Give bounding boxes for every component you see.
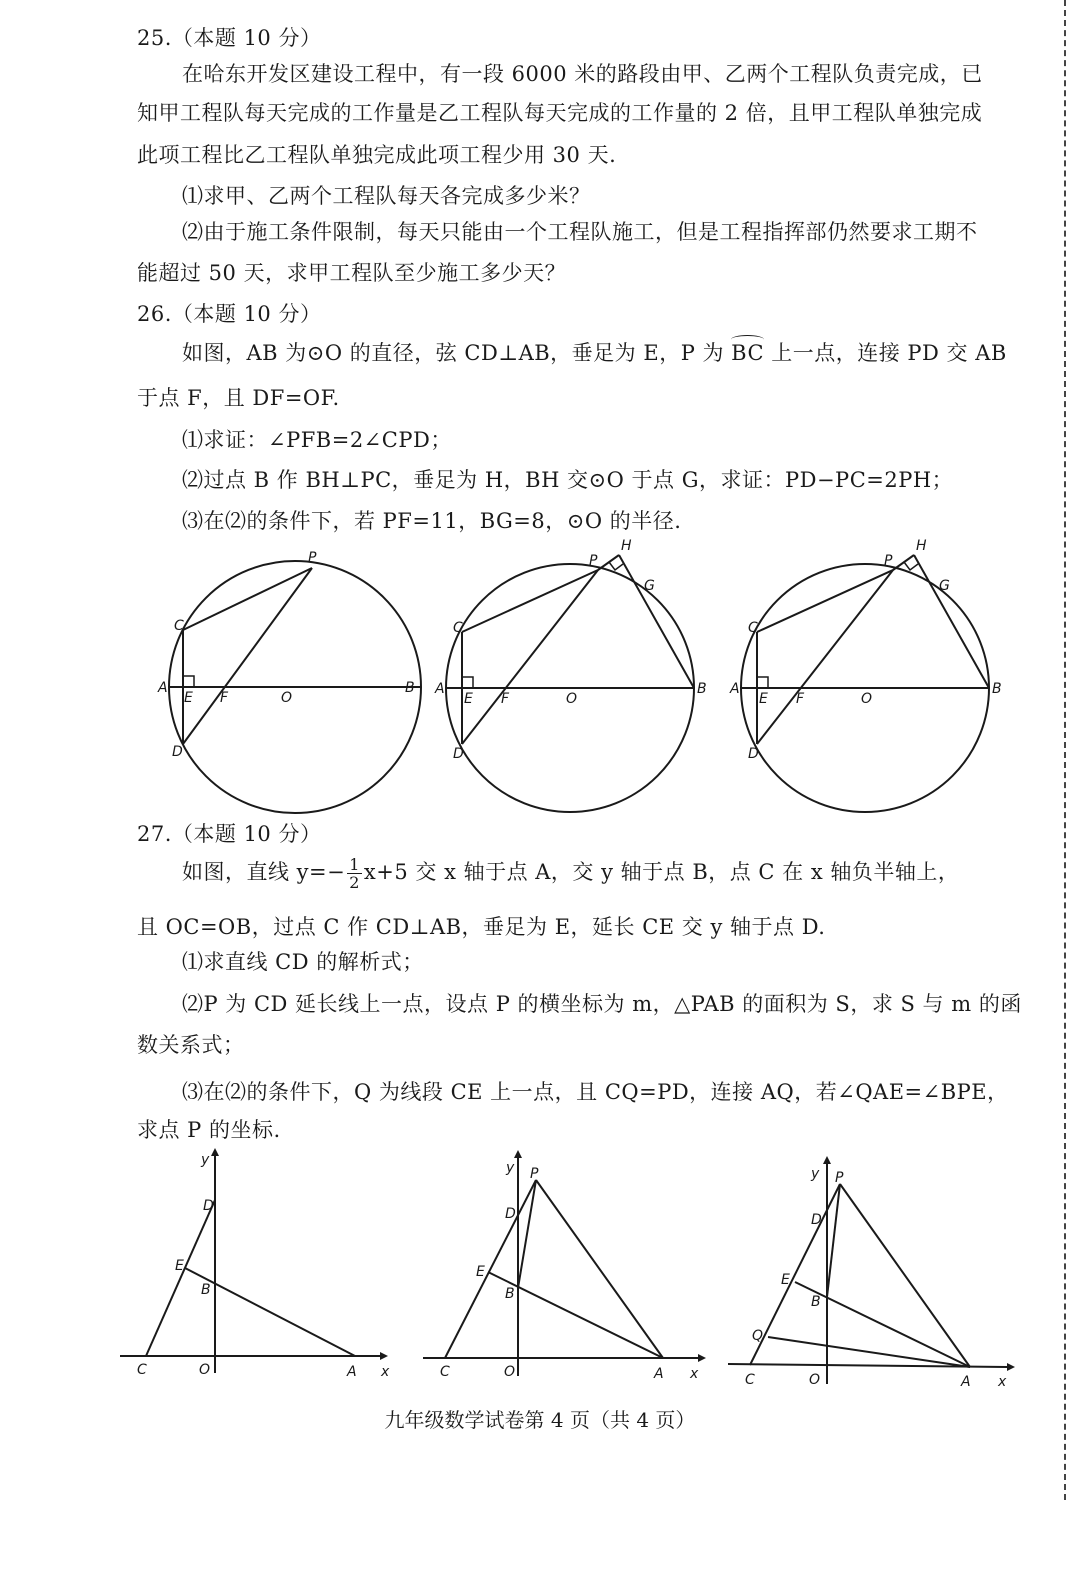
- q27-subquestion-2-line-1: ⑵P 为 CD 延长线上一点，设点 P 的横坐标为 m，△PAB 的面积为 S，求 S 与 m 的函: [182, 992, 1022, 1016]
- label-x: x: [690, 1366, 699, 1382]
- segment-dp: [183, 568, 312, 744]
- label-p: P: [308, 550, 317, 566]
- label-c: C: [745, 1372, 755, 1388]
- q26-paragraph-line-2: 于点 F，且 DF=OF.: [137, 386, 340, 410]
- q27-text-before-fraction: 如图，直线 y=−: [182, 860, 346, 884]
- q27-subquestion-2-line-2: 数关系式；: [137, 1033, 245, 1057]
- q27-paragraph-line-2: 且 OC=OB，过点 C 作 CD⊥AB，垂足为 E，延长 CE 交 y 轴于点 D.: [137, 915, 826, 939]
- q27-subquestion-3-line-1: ⑶在⑵的条件下，Q 为线段 CE 上一点，且 CQ=PD，连接 AQ，若∠QAE=∠BPE，: [182, 1080, 1009, 1104]
- label-y: y: [201, 1152, 210, 1168]
- q25-paragraph-line-3: 此项工程比乙工程队单独完成此项工程少用 30 天.: [137, 143, 617, 167]
- q27-paragraph-line-1: [182, 856, 959, 891]
- q26-subquestion-1: ⑴求证：∠PFB=2∠CPD；: [182, 428, 452, 452]
- y-arrow: [211, 1148, 219, 1156]
- circle-figure-2: [435, 540, 725, 820]
- label-h: H: [916, 538, 927, 554]
- label-a: A: [347, 1364, 357, 1380]
- arc-symbol: [731, 335, 764, 344]
- label-e: E: [464, 691, 473, 707]
- label-f: F: [796, 691, 805, 707]
- q26-heading: 26.（本题 10 分）: [137, 302, 322, 326]
- segment-bp: [827, 1184, 840, 1297]
- x-arrow: [1007, 1363, 1015, 1371]
- label-o: O: [809, 1372, 821, 1388]
- arc-label: BC: [731, 341, 765, 365]
- label-p: P: [835, 1170, 844, 1186]
- line-cp: [445, 1180, 536, 1358]
- x-arrow: [698, 1354, 706, 1362]
- label-d: D: [172, 744, 183, 760]
- label-b: B: [697, 681, 707, 697]
- label-c: C: [748, 620, 758, 636]
- y-arrow: [514, 1150, 522, 1158]
- q26-subquestion-3: ⑶在⑵的条件下，若 PF=11，BG=8，⊙O 的半径.: [182, 509, 682, 533]
- fraction-one-half: [347, 856, 362, 891]
- label-e: E: [476, 1264, 485, 1280]
- x-arrow: [380, 1352, 388, 1360]
- label-e: E: [175, 1258, 184, 1274]
- label-a: A: [435, 681, 445, 697]
- circle-figure-3: [730, 540, 1020, 820]
- right-angle-mark-h: [609, 562, 623, 570]
- label-p: P: [884, 553, 893, 569]
- label-d: D: [811, 1212, 822, 1228]
- label-o: O: [199, 1362, 211, 1378]
- segment-cp: [183, 568, 312, 630]
- q26-subquestion-2: ⑵过点 B 作 BH⊥PC，垂足为 H，BH 交⊙O 于点 G，求证：PD−PC=2PH；: [182, 468, 954, 492]
- label-d: D: [203, 1198, 214, 1214]
- label-o: O: [566, 691, 578, 707]
- segment-dp: [757, 570, 893, 744]
- q25-paragraph-line-2: 知甲工程队每天完成的工作量是乙工程队每天完成的工作量的 2 倍，且甲工程队单独完成: [137, 101, 983, 125]
- label-g: G: [644, 578, 655, 594]
- fraction-denominator: 2: [349, 873, 360, 892]
- segment-dp: [462, 570, 598, 744]
- label-y: y: [811, 1166, 820, 1182]
- label-p: P: [530, 1166, 539, 1182]
- label-d: D: [748, 746, 759, 762]
- line-ab: [488, 1272, 663, 1358]
- page-edge-perforation: [1060, 0, 1066, 1500]
- q27-subquestion-3-line-2: 求点 P 的坐标.: [137, 1118, 281, 1142]
- label-a: A: [654, 1366, 664, 1382]
- y-arrow: [823, 1156, 831, 1164]
- right-angle-mark-h: [904, 562, 918, 570]
- label-p: P: [589, 553, 598, 569]
- right-angle-mark-e: [757, 677, 768, 688]
- q26-text-after-arc: 上一点，连接 PD 交 AB: [764, 341, 1007, 365]
- label-a: A: [730, 681, 740, 697]
- q25-heading: 25.（本题 10 分）: [137, 26, 322, 50]
- q25-subquestion-1: ⑴求甲、乙两个工程队每天各完成多少米？: [182, 184, 591, 208]
- label-b: B: [201, 1282, 211, 1298]
- segment-pa: [536, 1180, 663, 1358]
- label-y: y: [506, 1160, 515, 1176]
- page-footer: 九年级数学试卷第 4 页（共 4 页）: [384, 1408, 696, 1432]
- q26-paragraph-line-1: [182, 337, 1007, 367]
- label-e: E: [184, 690, 193, 706]
- segment-hb: [914, 555, 989, 688]
- label-c: C: [440, 1364, 450, 1380]
- label-b: B: [405, 680, 415, 696]
- q27-text-after-fraction: x+5 交 x 轴于点 A，交 y 轴于点 B，点 C 在 x 轴负半轴上，: [363, 860, 960, 884]
- coordinate-figure-2: [418, 1148, 718, 1388]
- right-angle-mark-e: [462, 677, 473, 688]
- label-c: C: [174, 618, 184, 634]
- label-d: D: [453, 746, 464, 762]
- label-h: H: [621, 538, 632, 554]
- q27-heading: 27.（本题 10 分）: [137, 822, 322, 846]
- label-o: O: [281, 690, 293, 706]
- q25-subquestion-2-line-2: 能超过 50 天，求甲工程队至少施工多少天？: [137, 261, 567, 285]
- coordinate-figure-1: [115, 1148, 400, 1388]
- label-b: B: [992, 681, 1002, 697]
- q25-paragraph-line-1: 在哈东开发区建设工程中，有一段 6000 米的路段由甲、乙两个工程队负责完成，已: [182, 62, 983, 86]
- label-x: x: [998, 1374, 1007, 1390]
- arc-bc-notation: [731, 341, 764, 365]
- label-b: B: [811, 1294, 821, 1310]
- coordinate-figure-3: [725, 1152, 1025, 1392]
- label-a: A: [961, 1374, 971, 1390]
- circle-figure-1: [150, 540, 440, 820]
- label-c: C: [453, 620, 463, 636]
- label-d: D: [505, 1206, 516, 1222]
- label-x: x: [381, 1364, 390, 1380]
- label-o: O: [504, 1364, 516, 1380]
- fraction-numerator: 1: [349, 855, 360, 874]
- right-angle-mark: [183, 676, 194, 687]
- q25-subquestion-2-line-1: ⑵由于施工条件限制，每天只能由一个工程队施工，但是工程指挥部仍然要求工期不: [182, 220, 978, 244]
- q27-subquestion-1: ⑴求直线 CD 的解析式；: [182, 950, 424, 974]
- label-f: F: [501, 691, 510, 707]
- segment-hb: [619, 555, 694, 688]
- label-e: E: [781, 1272, 790, 1288]
- label-b: B: [505, 1286, 515, 1302]
- label-e: E: [759, 691, 768, 707]
- q26-text-before-arc: 如图，AB 为⊙O 的直径，弦 CD⊥AB，垂足为 E，P 为: [182, 341, 732, 365]
- label-o: O: [861, 691, 873, 707]
- label-a: A: [158, 680, 168, 696]
- label-f: F: [220, 690, 229, 706]
- segment-pa: [840, 1184, 970, 1367]
- label-c: C: [137, 1362, 147, 1378]
- label-q: Q: [752, 1328, 764, 1344]
- label-g: G: [939, 578, 950, 594]
